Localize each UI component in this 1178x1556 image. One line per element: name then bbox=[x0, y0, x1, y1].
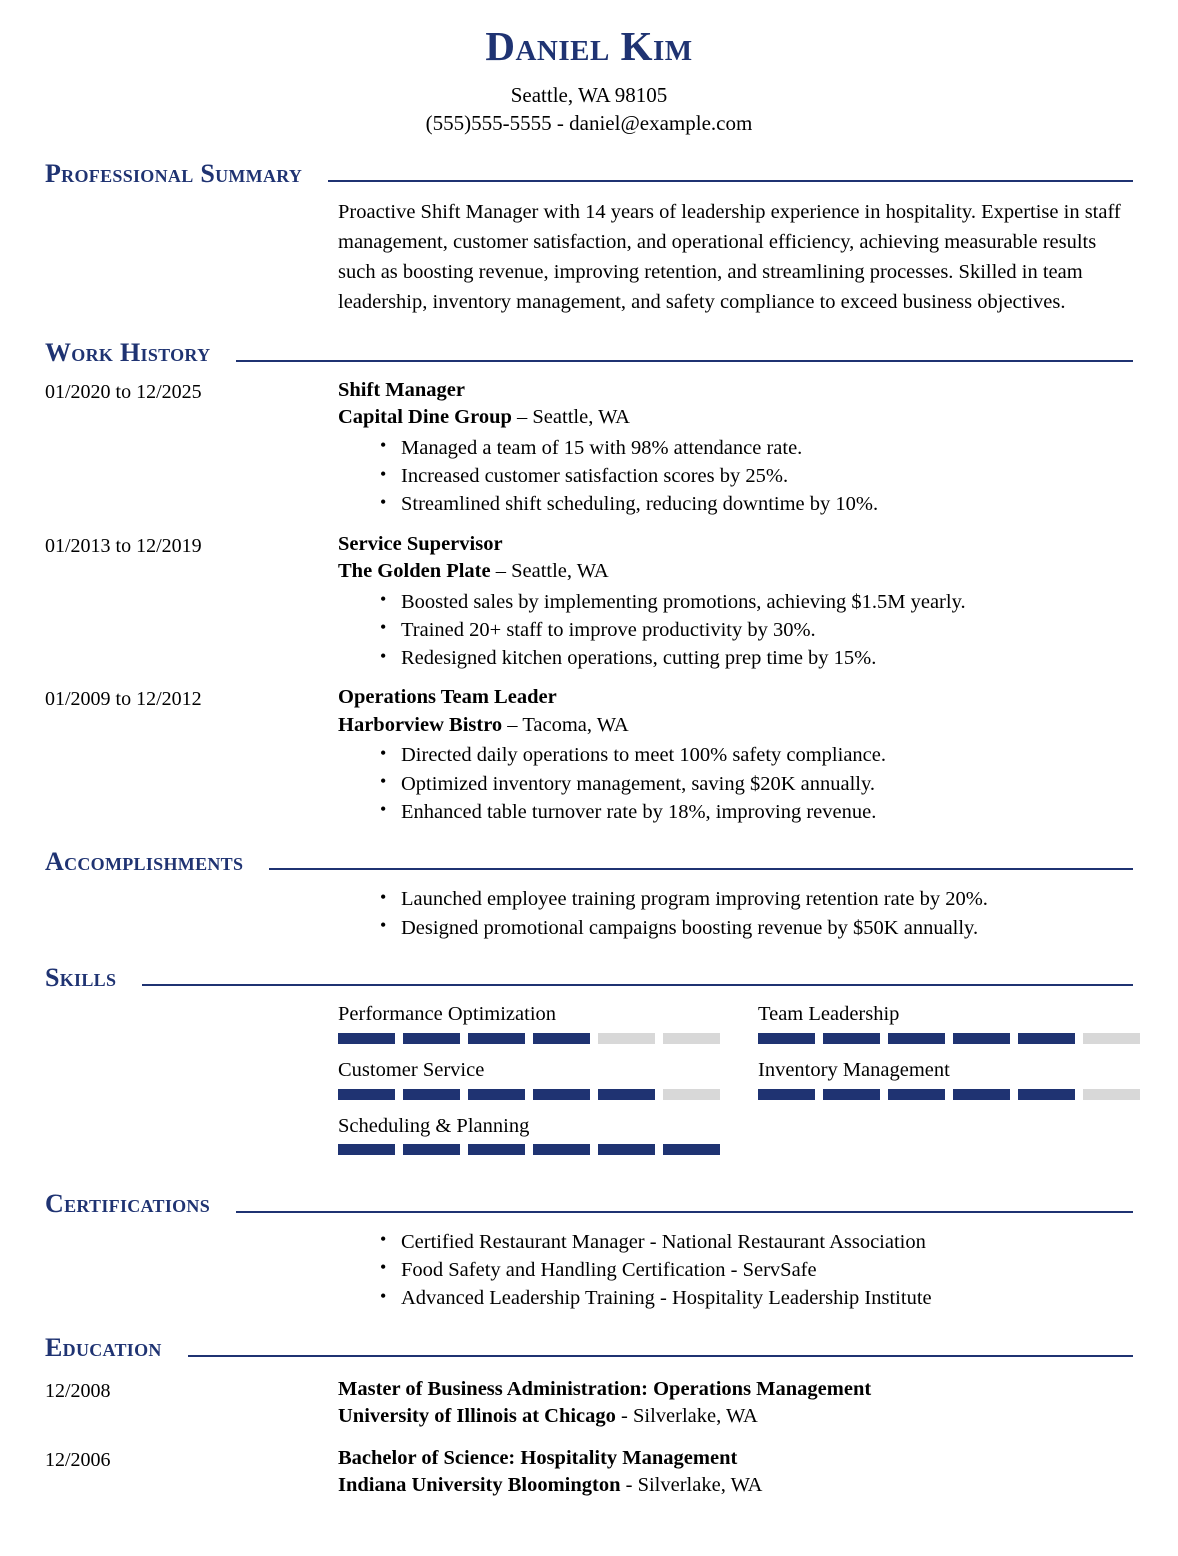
skill-rating-bar bbox=[758, 1089, 1178, 1100]
section-label: Certifications bbox=[45, 1189, 211, 1219]
bullet-item: • Advanced Leadership Training - Hospitality Leadership Institute bbox=[380, 1284, 1133, 1312]
skill-segment-filled bbox=[403, 1033, 460, 1044]
skill-segment-empty bbox=[1083, 1089, 1140, 1100]
bullet-item: • Trained 20+ staff to improve productivity by 30%. bbox=[380, 616, 1133, 644]
skill-label: Team Leadership bbox=[758, 1003, 900, 1026]
skill-segment-filled bbox=[758, 1089, 815, 1100]
skill-segment-filled bbox=[338, 1089, 395, 1100]
skills-grid bbox=[45, 1001, 1133, 1168]
section-heading-accomplishments bbox=[45, 848, 1133, 875]
skill-segment-empty bbox=[1083, 1033, 1140, 1044]
skill-segment-filled bbox=[338, 1144, 395, 1155]
resume-document bbox=[0, 23, 1178, 1500]
skill-segment-filled bbox=[953, 1089, 1010, 1100]
work-entry-bullets bbox=[338, 588, 1133, 673]
skill-item bbox=[758, 1057, 1178, 1100]
work-entry-bullets bbox=[338, 741, 1133, 826]
certifications-spacer bbox=[45, 1218, 338, 1220]
section-rule bbox=[188, 1355, 1133, 1357]
skill-segment-filled bbox=[888, 1089, 945, 1100]
education-school: Indiana University Bloomington bbox=[338, 1474, 621, 1497]
education-location: Silverlake, WA bbox=[632, 1405, 758, 1428]
section-label: Skills bbox=[45, 962, 117, 992]
work-entry-company-location bbox=[338, 712, 1133, 739]
work-entry-title: Shift Manager bbox=[338, 378, 465, 401]
section-heading-skills bbox=[45, 964, 1133, 991]
skill-item bbox=[338, 1001, 758, 1044]
skill-segment-filled bbox=[468, 1033, 525, 1044]
skill-segment-filled bbox=[758, 1033, 815, 1044]
bullet-item: • Launched employee training program improving retention rate by 20%. bbox=[380, 885, 1133, 913]
skill-segment-empty bbox=[663, 1033, 720, 1044]
skill-segment-filled bbox=[403, 1144, 460, 1155]
work-entry-separator: – bbox=[502, 713, 523, 736]
skill-segment-filled bbox=[598, 1089, 655, 1100]
work-entry-location: Seattle, WA bbox=[532, 406, 630, 429]
skill-segment-filled bbox=[468, 1144, 525, 1155]
skill-label: Scheduling & Planning bbox=[338, 1114, 530, 1137]
bullet-item: • Managed a team of 15 with 98% attendance rate. bbox=[380, 434, 1133, 462]
work-entry-title: Service Supervisor bbox=[338, 532, 503, 555]
candidate-location: Seattle, WA 98105 bbox=[510, 83, 668, 107]
accomplishments-spacer bbox=[45, 875, 338, 877]
skill-segment-empty bbox=[663, 1089, 720, 1100]
education-entry bbox=[45, 1445, 1133, 1500]
education-list bbox=[45, 1376, 1133, 1500]
summary-row bbox=[45, 187, 1133, 318]
section-label: Accomplishments bbox=[45, 847, 244, 877]
education-entry-date: 12/2008 bbox=[45, 1379, 111, 1402]
section-heading-work-history bbox=[45, 339, 1133, 366]
section-rule bbox=[236, 360, 1133, 362]
work-entry bbox=[45, 377, 1133, 519]
skill-label: Performance Optimization bbox=[338, 1003, 557, 1026]
bullet-item: • Directed daily operations to meet 100% safety compliance. bbox=[380, 741, 1133, 769]
education-entry-school-location bbox=[338, 1403, 1133, 1430]
summary-spacer bbox=[45, 187, 338, 189]
skill-item bbox=[758, 1001, 1178, 1044]
skill-rating-bar bbox=[338, 1033, 758, 1044]
bullet-item: • Boosted sales by implementing promotions, achieving $1.5M yearly. bbox=[380, 588, 1133, 616]
work-entry-company: Harborview Bistro bbox=[338, 713, 503, 736]
section-heading-education bbox=[45, 1334, 1133, 1361]
skill-segment-filled bbox=[663, 1144, 720, 1155]
education-entry-school-location bbox=[338, 1472, 1133, 1499]
work-entry-company: Capital Dine Group bbox=[338, 406, 512, 429]
education-separator: - bbox=[620, 1474, 638, 1497]
accomplishments-row bbox=[45, 875, 1133, 942]
section-rule bbox=[142, 984, 1133, 986]
skill-item bbox=[338, 1057, 758, 1100]
work-entry-bullets bbox=[338, 434, 1133, 519]
certifications-row bbox=[45, 1218, 1133, 1313]
work-entry-location: Seattle, WA bbox=[511, 560, 609, 583]
education-degree-text: Master of Business Administration: Operations Management bbox=[338, 1377, 872, 1400]
candidate-name: Daniel Kim bbox=[485, 23, 693, 69]
skill-label: Customer Service bbox=[338, 1058, 485, 1081]
work-entry-company-location bbox=[338, 558, 1133, 585]
skill-segment-filled bbox=[888, 1033, 945, 1044]
bullet-item: • Enhanced table turnover rate by 18%, improving revenue. bbox=[380, 798, 1133, 826]
work-entry bbox=[45, 684, 1133, 826]
work-history-list bbox=[45, 377, 1133, 826]
skill-segment-filled bbox=[338, 1033, 395, 1044]
education-degree-text: Bachelor of Science: Hospitality Management bbox=[338, 1446, 738, 1469]
skill-segment-filled bbox=[823, 1033, 880, 1044]
work-entry-company-location bbox=[338, 404, 1133, 431]
section-heading-certifications bbox=[45, 1190, 1133, 1217]
skills-column-left bbox=[338, 1001, 758, 1168]
section-rule bbox=[328, 180, 1133, 182]
bullet-item: • Redesigned kitchen operations, cutting prep time by 15%. bbox=[380, 644, 1133, 672]
skill-segment-filled bbox=[468, 1089, 525, 1100]
bullet-item: • Certified Restaurant Manager - National Restaurant Association bbox=[380, 1228, 1133, 1256]
certifications-list bbox=[338, 1228, 1133, 1313]
work-entry bbox=[45, 531, 1133, 673]
skill-segment-empty bbox=[598, 1033, 655, 1044]
education-location: Silverlake, WA bbox=[637, 1474, 763, 1497]
skill-segment-filled bbox=[533, 1089, 590, 1100]
skill-segment-filled bbox=[598, 1144, 655, 1155]
section-rule bbox=[269, 868, 1133, 870]
education-separator: - bbox=[615, 1405, 633, 1428]
section-label: Professional Summary bbox=[45, 158, 303, 188]
skill-label: Inventory Management bbox=[758, 1058, 950, 1081]
skill-segment-filled bbox=[533, 1033, 590, 1044]
skill-segment-filled bbox=[1018, 1033, 1075, 1044]
work-entry-separator: – bbox=[511, 406, 533, 429]
work-entry-separator: – bbox=[490, 560, 512, 583]
bullet-item: • Designed promotional campaigns boosting revenue by $50K annually. bbox=[380, 914, 1133, 942]
candidate-contact: (555)555-5555 - daniel@example.com bbox=[425, 111, 753, 136]
bullet-item: • Increased customer satisfaction scores by 25%. bbox=[380, 462, 1133, 490]
education-entry-degree bbox=[338, 1376, 1133, 1403]
skill-segment-filled bbox=[823, 1089, 880, 1100]
section-label: Education bbox=[45, 1333, 162, 1363]
work-entry-dates: 01/2020 to 12/2025 bbox=[45, 380, 202, 403]
work-entry-dates: 01/2009 to 12/2012 bbox=[45, 688, 202, 711]
summary-text: Proactive Shift Manager with 14 years of leadership experience in hospitality. Expertise in staff management, customer satisfaction, and operational efficiency, achieving measurable results such as boosting revenue, improving retention, and streamlining processes. Skilled in team leadership, inventory management, and safety compliance to exceed business objectives. bbox=[338, 200, 1121, 314]
work-entry-title: Operations Team Leader bbox=[338, 686, 557, 709]
skill-item bbox=[338, 1113, 758, 1156]
section-rule bbox=[236, 1211, 1133, 1213]
work-entry-location: Tacoma, WA bbox=[522, 713, 629, 736]
skill-rating-bar bbox=[338, 1144, 758, 1155]
education-school: University of Illinois at Chicago bbox=[338, 1405, 616, 1428]
work-entry-dates: 01/2013 to 12/2019 bbox=[45, 534, 202, 557]
education-entry-degree bbox=[338, 1445, 1133, 1472]
section-label: Work History bbox=[45, 338, 211, 368]
skill-rating-bar bbox=[758, 1033, 1178, 1044]
skill-rating-bar bbox=[338, 1089, 758, 1100]
bullet-item: • Streamlined shift scheduling, reducing downtime by 10%. bbox=[380, 490, 1133, 518]
skill-segment-filled bbox=[533, 1144, 590, 1155]
skill-segment-filled bbox=[403, 1089, 460, 1100]
accomplishments-list bbox=[338, 885, 1133, 942]
education-entry-date: 12/2006 bbox=[45, 1448, 111, 1471]
skill-segment-filled bbox=[1018, 1089, 1075, 1100]
skills-column-right bbox=[758, 1001, 1178, 1168]
work-entry-company: The Golden Plate bbox=[338, 560, 491, 583]
education-entry bbox=[45, 1376, 1133, 1431]
section-heading-professional-summary bbox=[45, 160, 1133, 187]
bullet-item: • Food Safety and Handling Certification - ServSafe bbox=[380, 1256, 1133, 1284]
skill-segment-filled bbox=[953, 1033, 1010, 1044]
bullet-item: • Optimized inventory management, saving $20K annually. bbox=[380, 770, 1133, 798]
